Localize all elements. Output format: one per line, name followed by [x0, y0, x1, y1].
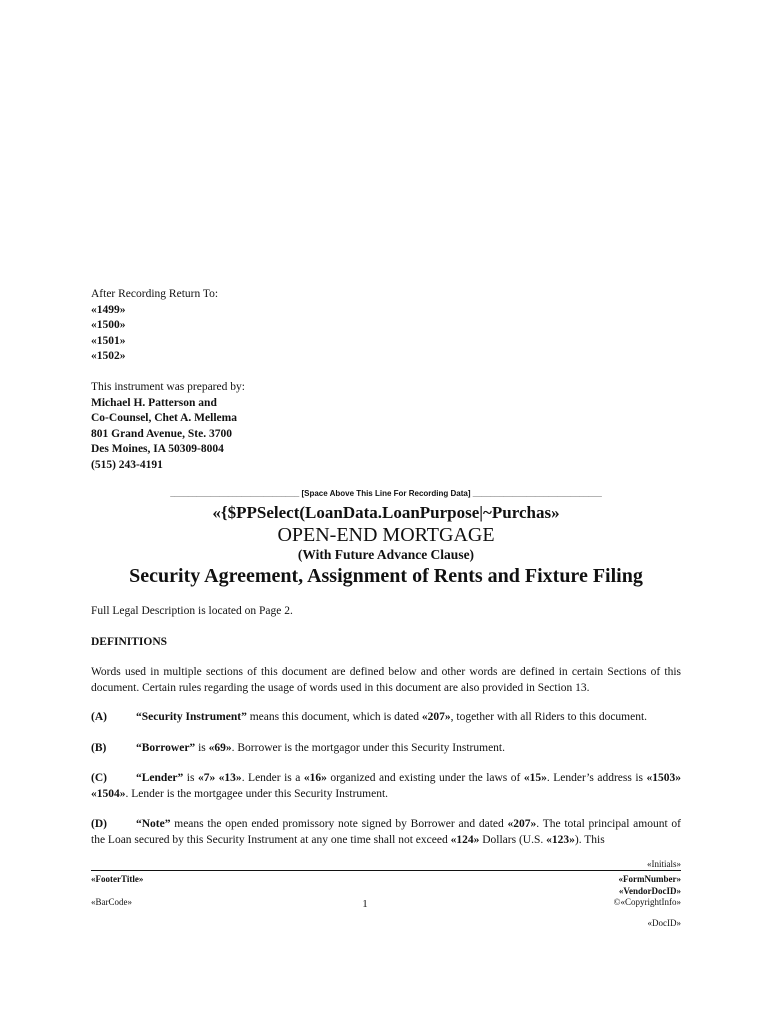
definition-text: is	[183, 772, 198, 784]
definition-text: is	[195, 742, 209, 754]
recording-separator: _____________________________ [Space Above This Line For Recording Data] _____________________________	[170, 489, 602, 498]
definition-text: . Lender’s address is	[546, 772, 647, 784]
return-to-label: After Recording Return To:	[91, 288, 219, 300]
definition-term: “Note”	[136, 818, 171, 830]
merge-field: «207»	[421, 711, 451, 723]
definition-c	[91, 771, 681, 802]
definition-label: (D)	[91, 818, 107, 830]
definition-a	[91, 710, 681, 726]
footer-rule	[91, 870, 681, 871]
definition-text: means this document, which is dated	[246, 711, 422, 723]
return-to-line: «1499»	[91, 303, 126, 316]
footer-title: «FooterTitle»	[91, 874, 144, 884]
definition-term: “Lender”	[136, 772, 184, 784]
definition-text: . Borrower is the mortgagor under this Security Instrument.	[231, 742, 505, 754]
preparer-line: (515) 243-4191	[91, 458, 163, 471]
footer-copyright: ©«CopyrightInfo»	[613, 897, 681, 907]
legal-description-note: Full Legal Description is located on Page 2.	[91, 605, 293, 617]
merge-field: «124»	[450, 833, 480, 846]
preparer-line: Michael H. Patterson and	[91, 396, 217, 409]
preparer-line: 801 Grand Avenue, Ste. 3700	[91, 427, 232, 440]
definition-text: . Lender is the mortgagee under this Security Instrument.	[125, 787, 389, 800]
footer-vendor-doc-id: «VendorDocID»	[618, 886, 681, 896]
definition-text: . Lender is a	[241, 772, 304, 784]
definition-text: , together with all Riders to this document.	[450, 711, 648, 723]
return-to-line: «1502»	[91, 350, 126, 362]
definition-label: (A)	[91, 711, 107, 723]
merge-field: «16»	[303, 772, 327, 784]
merge-field: «123»	[546, 833, 575, 846]
return-to-line: «1500»	[91, 319, 126, 331]
definitions-intro: Words used in multiple sections of this document are defined below and other words are defined in certain Sections of this document. Certain rules regarding the usage of words used in this document are also provided in Section 13.	[91, 666, 681, 694]
merge-field: «7» «13»	[197, 772, 242, 784]
definition-term: “Security Instrument”	[136, 711, 247, 723]
loan-purpose-field: «{$PPSelect(LoanData.LoanPurpose|~Purchas»	[212, 503, 560, 522]
merge-field: «15»	[523, 772, 547, 784]
footer-form-number: «FormNumber»	[618, 874, 681, 884]
definitions-heading: DEFINITIONS	[91, 636, 168, 648]
preparer-line: Co-Counsel, Chet A. Mellema	[91, 412, 237, 424]
definition-label: (C)	[91, 772, 107, 784]
definition-text: . The total principal amount of the Loan secured by this Security Instrument at any one time shall not exceed	[91, 818, 681, 846]
document-subtitle: (With Future Advance Clause)	[297, 547, 475, 562]
return-to-line: «1501»	[91, 334, 126, 347]
definition-text: Dollars (U.S.	[479, 833, 547, 846]
merge-field: «1503» «1504»	[91, 772, 682, 800]
document-title: OPEN-END MORTGAGE	[277, 524, 495, 546]
page-number: 1	[362, 898, 368, 910]
merge-field: «207»	[507, 818, 537, 830]
footer-initials: «Initials»	[647, 859, 681, 869]
definition-b	[91, 741, 681, 757]
definition-text: ). This	[574, 833, 605, 846]
section-title: Security Agreement, Assignment of Rents and Fixture Filing	[129, 565, 643, 587]
definition-text: organized and existing under the laws of	[326, 772, 524, 784]
footer-doc-id: «DocID»	[647, 918, 681, 928]
footer-barcode: «BarCode»	[91, 897, 132, 907]
prepared-by-label: This instrument was prepared by:	[91, 381, 245, 393]
definition-label: (B)	[91, 742, 107, 754]
preparer-line: Des Moines, IA 50309-8004	[91, 443, 224, 455]
return-to-block	[91, 287, 681, 365]
merge-field: «69»	[208, 742, 232, 754]
definition-term: “Borrower”	[136, 742, 196, 754]
definition-text: means the open ended promissory note signed by Borrower and dated	[170, 818, 508, 830]
prepared-by-block	[91, 380, 681, 473]
definition-d	[91, 817, 681, 848]
